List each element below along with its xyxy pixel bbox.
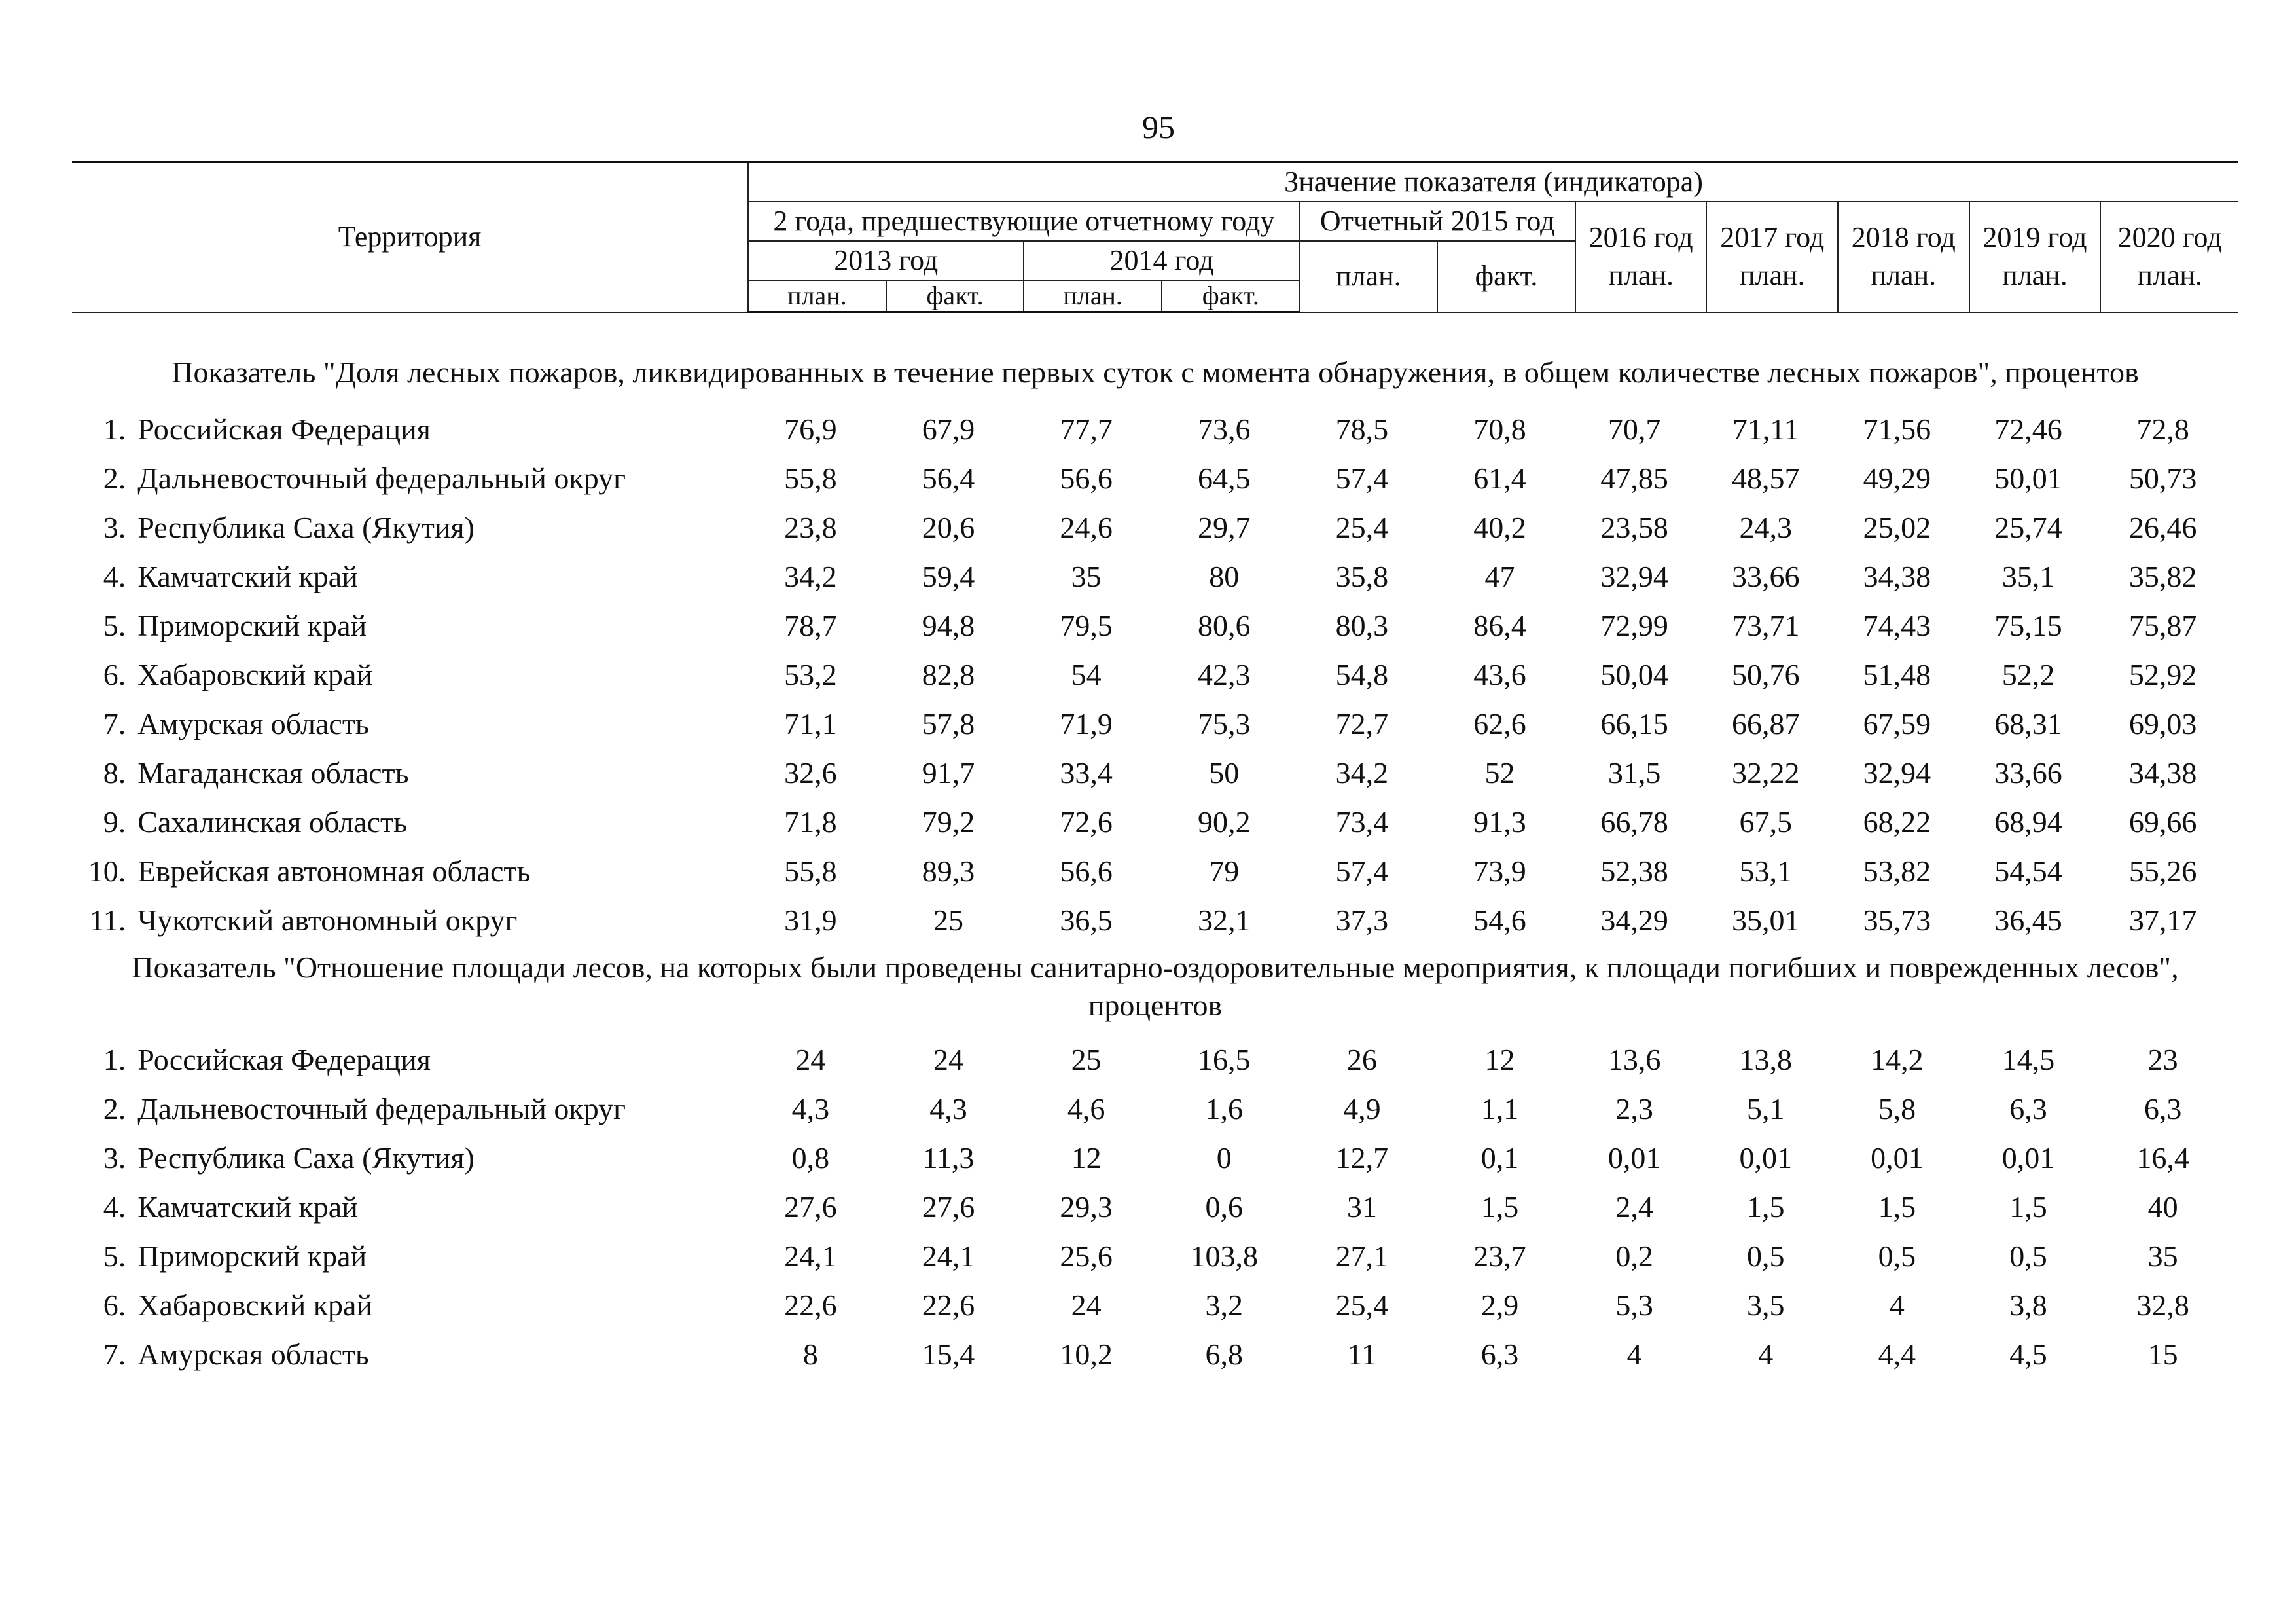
value-cell: 34,29	[1600, 903, 1668, 937]
value-cell: 8	[802, 1338, 818, 1371]
value-cell: 67,59	[1863, 707, 1931, 740]
value-cell: 71,8	[784, 805, 837, 839]
value-cell: 4,6	[1067, 1092, 1105, 1125]
value-cell: 4,3	[929, 1092, 967, 1125]
value-cell: 0,01	[1607, 1141, 1661, 1175]
value-cell: 34,2	[784, 560, 837, 593]
value-cell: 10,2	[1060, 1338, 1113, 1371]
value-cell: 0,5	[1747, 1239, 1785, 1273]
value-cell: 24,3	[1739, 511, 1792, 544]
value-cell: 20,6	[922, 511, 975, 544]
table-row	[72, 1330, 2238, 1379]
value-cell: 22,6	[922, 1288, 975, 1322]
value-cell: 13,8	[1739, 1043, 1792, 1076]
value-cell: 40,2	[1473, 511, 1526, 544]
value-cell: 52,38	[1600, 854, 1668, 888]
table-row	[72, 847, 2238, 896]
value-cell: 72,46	[1994, 412, 2062, 446]
value-cell: 79,2	[922, 805, 975, 839]
value-cell: 56,6	[1060, 462, 1113, 495]
value-cell: 72,99	[1600, 609, 1668, 642]
value-cell: 35,73	[1863, 903, 1931, 937]
header-2018: 2018 год план.	[1838, 202, 1969, 312]
value-cell: 67,5	[1739, 805, 1792, 839]
value-cell: 2,3	[1615, 1092, 1653, 1125]
value-cell: 1,1	[1480, 1092, 1519, 1125]
value-cell: 1,5	[1747, 1190, 1785, 1224]
value-cell: 43,6	[1473, 658, 1526, 691]
value-cell: 50	[1209, 756, 1240, 790]
table-row	[72, 1133, 2238, 1182]
value-cell: 57,4	[1335, 854, 1389, 888]
value-cell: 0,01	[1871, 1141, 1924, 1175]
value-cell: 40	[2147, 1190, 2178, 1224]
value-cell: 27,6	[922, 1190, 975, 1224]
value-cell: 35,1	[2001, 560, 2055, 593]
value-cell: 55,26	[2128, 854, 2197, 888]
table-row	[72, 748, 2238, 797]
table-row	[72, 405, 2238, 454]
territory-name: Магаданская область	[137, 756, 409, 790]
value-cell: 32,22	[1732, 756, 1800, 790]
header-2015-plan: план.	[1300, 241, 1438, 312]
value-cell: 61,4	[1473, 462, 1526, 495]
row-number: 2.	[103, 462, 126, 495]
table-row	[72, 503, 2238, 552]
table-row	[72, 699, 2238, 748]
table-row	[72, 454, 2238, 503]
value-cell: 57,8	[922, 707, 975, 740]
value-cell: 79,5	[1060, 609, 1113, 642]
territory-name: Российская Федерация	[137, 1043, 431, 1076]
value-cell: 77,7	[1060, 412, 1113, 446]
value-cell: 24,1	[922, 1239, 975, 1273]
row-number: 3.	[103, 1141, 126, 1175]
value-cell: 78,5	[1335, 412, 1389, 446]
value-cell: 15	[2147, 1338, 2178, 1371]
value-cell: 23,58	[1600, 511, 1668, 544]
value-cell: 75,3	[1198, 707, 1251, 740]
value-cell: 3,8	[2009, 1288, 2047, 1322]
header-report-2015: Отчетный 2015 год	[1300, 202, 1575, 241]
value-cell: 34,38	[1863, 560, 1931, 593]
value-cell: 76,9	[784, 412, 837, 446]
value-cell: 68,31	[1994, 707, 2062, 740]
value-cell: 54	[1071, 658, 1102, 691]
value-cell: 66,78	[1600, 805, 1668, 839]
value-cell: 32,1	[1198, 903, 1251, 937]
territory-name: Дальневосточный федеральный округ	[137, 1092, 626, 1125]
value-cell: 91,7	[922, 756, 975, 790]
territory-name: Дальневосточный федеральный округ	[137, 462, 626, 495]
value-cell: 52	[1484, 756, 1515, 790]
territory-name: Приморский край	[137, 1239, 367, 1273]
header-2013-fact: факт.	[886, 280, 1024, 312]
value-cell: 59,4	[922, 560, 975, 593]
value-cell: 35	[1071, 560, 1102, 593]
territory-name: Хабаровский край	[137, 1288, 373, 1322]
value-cell: 35	[2147, 1239, 2178, 1273]
value-cell: 80,6	[1198, 609, 1251, 642]
table-row	[72, 1035, 2238, 1084]
territory-name: Камчатский край	[137, 560, 358, 593]
value-cell: 27,1	[1335, 1239, 1389, 1273]
value-cell: 74,43	[1863, 609, 1931, 642]
value-cell: 14,5	[2001, 1043, 2055, 1076]
value-cell: 71,9	[1060, 707, 1113, 740]
table-row	[72, 1231, 2238, 1281]
value-cell: 34,2	[1335, 756, 1389, 790]
value-cell: 23	[2147, 1043, 2178, 1076]
value-cell: 42,3	[1198, 658, 1251, 691]
territory-name: Приморский край	[137, 609, 367, 642]
value-cell: 50,01	[1994, 462, 2062, 495]
territory-name: Хабаровский край	[137, 658, 373, 691]
value-cell: 56,4	[922, 462, 975, 495]
value-cell: 0,2	[1615, 1239, 1653, 1273]
value-cell: 54,54	[1994, 854, 2062, 888]
value-cell: 37,3	[1335, 903, 1389, 937]
row-number: 11.	[89, 903, 126, 937]
section-title-row	[72, 945, 2238, 1035]
table-row	[72, 797, 2238, 847]
table-row	[72, 896, 2238, 945]
value-cell: 24,1	[784, 1239, 837, 1273]
value-cell: 12	[1071, 1141, 1102, 1175]
value-cell: 64,5	[1198, 462, 1251, 495]
value-cell: 0,8	[791, 1141, 830, 1175]
value-cell: 56,6	[1060, 854, 1113, 888]
value-cell: 47,85	[1600, 462, 1668, 495]
value-cell: 68,94	[1994, 805, 2062, 839]
header-2015-fact: факт.	[1437, 241, 1575, 312]
value-cell: 22,6	[784, 1288, 837, 1322]
section-title: Показатель "Доля лесных пожаров, ликвидированных в течение первых суток с момента обнаружения, в общем количестве лесных пожаров", процентов	[171, 356, 2139, 389]
value-cell: 80,3	[1335, 609, 1389, 642]
table-row	[72, 650, 2238, 699]
value-cell: 26	[1346, 1043, 1377, 1076]
value-cell: 50,04	[1600, 658, 1668, 691]
value-cell: 2,9	[1480, 1288, 1519, 1322]
value-cell: 90,2	[1198, 805, 1251, 839]
value-cell: 12,7	[1335, 1141, 1389, 1175]
value-cell: 34,38	[2128, 756, 2197, 790]
value-cell: 16,4	[2136, 1141, 2189, 1175]
territory-name: Камчатский край	[137, 1190, 358, 1224]
value-cell: 51,48	[1863, 658, 1931, 691]
table-body	[72, 312, 2238, 1379]
value-cell: 25,4	[1335, 1288, 1389, 1322]
value-cell: 78,7	[784, 609, 837, 642]
value-cell: 31,5	[1607, 756, 1661, 790]
value-cell: 75,15	[1994, 609, 2062, 642]
value-cell: 82,8	[922, 658, 975, 691]
value-cell: 72,7	[1335, 707, 1389, 740]
value-cell: 32,8	[2136, 1288, 2189, 1322]
row-number: 5.	[103, 1239, 126, 1273]
territory-name: Чукотский автономный округ	[137, 903, 518, 937]
value-cell: 73,6	[1198, 412, 1251, 446]
value-cell: 1,5	[2009, 1190, 2047, 1224]
value-cell: 50,76	[1732, 658, 1800, 691]
value-cell: 53,82	[1863, 854, 1931, 888]
value-cell: 32,94	[1600, 560, 1668, 593]
value-cell: 94,8	[922, 609, 975, 642]
value-cell: 75,87	[2128, 609, 2197, 642]
territory-name: Амурская область	[137, 1338, 369, 1371]
value-cell: 69,03	[2128, 707, 2197, 740]
territory-name: Российская Федерация	[137, 412, 431, 446]
value-cell: 31	[1346, 1190, 1377, 1224]
value-cell: 36,45	[1994, 903, 2062, 937]
indicator-table	[72, 161, 2238, 1379]
value-cell: 6,3	[2009, 1092, 2047, 1125]
row-number: 6.	[103, 1288, 126, 1322]
value-cell: 57,4	[1335, 462, 1389, 495]
territory-name: Еврейская автономная область	[137, 854, 531, 888]
row-number: 1.	[103, 412, 126, 446]
value-cell: 26,46	[2128, 511, 2197, 544]
value-cell: 79	[1209, 854, 1240, 888]
value-cell: 55,8	[784, 854, 837, 888]
section-title-row	[72, 312, 2238, 405]
row-number: 6.	[103, 658, 126, 691]
row-number: 5.	[103, 609, 126, 642]
territory-name: Сахалинская область	[137, 805, 408, 839]
value-cell: 0,01	[2001, 1141, 2055, 1175]
value-cell: 11	[1347, 1338, 1377, 1371]
value-cell: 4,3	[791, 1092, 830, 1125]
value-cell: 80	[1209, 560, 1240, 593]
row-number: 2.	[103, 1092, 126, 1125]
value-cell: 71,11	[1732, 412, 1799, 446]
value-cell: 2,4	[1615, 1190, 1653, 1224]
table-row	[72, 1084, 2238, 1133]
value-cell: 0,5	[1878, 1239, 1916, 1273]
value-cell: 24	[795, 1043, 826, 1076]
value-cell: 0	[1216, 1141, 1232, 1175]
value-cell: 6,8	[1205, 1338, 1244, 1371]
value-cell: 47	[1484, 560, 1515, 593]
value-cell: 24,6	[1060, 511, 1113, 544]
value-cell: 29,3	[1060, 1190, 1113, 1224]
value-cell: 53,1	[1739, 854, 1792, 888]
value-cell: 25,74	[1994, 511, 2062, 544]
row-number: 3.	[103, 511, 126, 544]
value-cell: 25	[933, 903, 964, 937]
value-cell: 73,9	[1473, 854, 1526, 888]
value-cell: 73,71	[1732, 609, 1800, 642]
header-2017: 2017 год план.	[1706, 202, 1838, 312]
value-cell: 23,7	[1473, 1239, 1526, 1273]
value-cell: 1,5	[1878, 1190, 1916, 1224]
value-cell: 53,2	[784, 658, 837, 691]
value-cell: 27,6	[784, 1190, 837, 1224]
territory-name: Республика Саха (Якутия)	[137, 1141, 475, 1175]
page-number: 95	[1142, 109, 1175, 145]
value-cell: 91,3	[1473, 805, 1526, 839]
value-cell: 1,6	[1205, 1092, 1244, 1125]
value-cell: 72,6	[1060, 805, 1113, 839]
value-cell: 25,6	[1060, 1239, 1113, 1273]
header-2014-plan: план.	[1024, 280, 1162, 312]
value-cell: 50,73	[2128, 462, 2197, 495]
value-cell: 37,17	[2128, 903, 2197, 937]
row-number: 1.	[103, 1043, 126, 1076]
value-cell: 71,56	[1863, 412, 1931, 446]
value-cell: 12	[1484, 1043, 1515, 1076]
header-2019: 2019 год план.	[1969, 202, 2101, 312]
value-cell: 4	[1626, 1338, 1642, 1371]
value-cell: 5,3	[1615, 1288, 1653, 1322]
row-number: 4.	[103, 560, 126, 593]
value-cell: 24	[1071, 1288, 1102, 1322]
value-cell: 70,7	[1607, 412, 1661, 446]
header-year-2013: 2013 год	[748, 241, 1024, 280]
value-cell: 5,8	[1878, 1092, 1916, 1125]
value-cell: 48,57	[1732, 462, 1800, 495]
row-number: 7.	[103, 707, 126, 740]
value-cell: 16,5	[1198, 1043, 1251, 1076]
value-cell: 33,66	[1732, 560, 1800, 593]
row-number: 7.	[103, 1338, 126, 1371]
header-indicator-value: Значение показателя (индикатора)	[748, 162, 2238, 202]
value-cell: 86,4	[1473, 609, 1526, 642]
value-cell: 6,3	[1480, 1338, 1519, 1371]
value-cell: 49,29	[1863, 462, 1931, 495]
row-number: 10.	[88, 854, 126, 888]
header-2013-plan: план.	[748, 280, 886, 312]
value-cell: 35,8	[1335, 560, 1389, 593]
value-cell: 103,8	[1190, 1239, 1259, 1273]
value-cell: 33,66	[1994, 756, 2062, 790]
value-cell: 4	[1758, 1338, 1774, 1371]
value-cell: 32,6	[784, 756, 837, 790]
value-cell: 6,3	[2144, 1092, 2182, 1125]
value-cell: 5,1	[1747, 1092, 1785, 1125]
value-cell: 24	[933, 1043, 964, 1076]
value-cell: 54,8	[1335, 658, 1389, 691]
table-header	[72, 162, 2238, 312]
value-cell: 73,4	[1335, 805, 1389, 839]
value-cell: 4	[1889, 1288, 1905, 1322]
header-year-2014: 2014 год	[1024, 241, 1299, 280]
section-title: Показатель "Отношение площади лесов, на которых были проведены санитарно-оздоровительные мероприятия, к площади погибших и поврежденных лесов", процентов	[132, 951, 2179, 1022]
value-cell: 67,9	[922, 412, 975, 446]
value-cell: 71,1	[784, 707, 837, 740]
table-row	[72, 1182, 2238, 1231]
table-row	[72, 601, 2238, 650]
value-cell: 62,6	[1473, 707, 1526, 740]
value-cell: 29,7	[1198, 511, 1251, 544]
value-cell: 3,5	[1747, 1288, 1785, 1322]
value-cell: 25,4	[1335, 511, 1389, 544]
value-cell: 55,8	[784, 462, 837, 495]
header-2014-fact: факт.	[1162, 280, 1300, 312]
value-cell: 25	[1071, 1043, 1102, 1076]
value-cell: 31,9	[784, 903, 837, 937]
value-cell: 89,3	[922, 854, 975, 888]
header-2016: 2016 год план.	[1575, 202, 1707, 312]
value-cell: 11,3	[922, 1141, 975, 1175]
territory-name: Республика Саха (Якутия)	[137, 511, 475, 544]
value-cell: 69,66	[2128, 805, 2197, 839]
value-cell: 35,01	[1732, 903, 1800, 937]
value-cell: 0,5	[2009, 1239, 2047, 1273]
value-cell: 68,22	[1863, 805, 1931, 839]
value-cell: 0,1	[1480, 1141, 1519, 1175]
value-cell: 4,4	[1878, 1338, 1916, 1371]
row-number: 8.	[103, 756, 126, 790]
value-cell: 25,02	[1863, 511, 1931, 544]
value-cell: 4,9	[1343, 1092, 1381, 1125]
row-number: 9.	[103, 805, 126, 839]
header-prior-years: 2 года, предшествующие отчетному году	[748, 202, 1300, 241]
value-cell: 3,2	[1205, 1288, 1244, 1322]
table-row	[72, 1281, 2238, 1330]
value-cell: 15,4	[922, 1338, 975, 1371]
value-cell: 13,6	[1607, 1043, 1661, 1076]
value-cell: 14,2	[1871, 1043, 1924, 1076]
territory-name: Амурская область	[137, 707, 369, 740]
header-2020: 2020 год план.	[2100, 202, 2238, 312]
value-cell: 32,94	[1863, 756, 1931, 790]
value-cell: 52,2	[2001, 658, 2055, 691]
value-cell: 72,8	[2136, 412, 2189, 446]
value-cell: 1,5	[1480, 1190, 1519, 1224]
header-territory: Территория	[72, 162, 748, 312]
row-number: 4.	[103, 1190, 126, 1224]
value-cell: 0,6	[1205, 1190, 1244, 1224]
value-cell: 52,92	[2128, 658, 2197, 691]
value-cell: 23,8	[784, 511, 837, 544]
value-cell: 36,5	[1060, 903, 1113, 937]
value-cell: 0,01	[1739, 1141, 1792, 1175]
table-row	[72, 552, 2238, 601]
value-cell: 33,4	[1060, 756, 1113, 790]
value-cell: 54,6	[1473, 903, 1526, 937]
value-cell: 70,8	[1473, 412, 1526, 446]
value-cell: 66,15	[1600, 707, 1668, 740]
value-cell: 35,82	[2128, 560, 2197, 593]
value-cell: 4,5	[2009, 1338, 2047, 1371]
value-cell: 66,87	[1732, 707, 1800, 740]
